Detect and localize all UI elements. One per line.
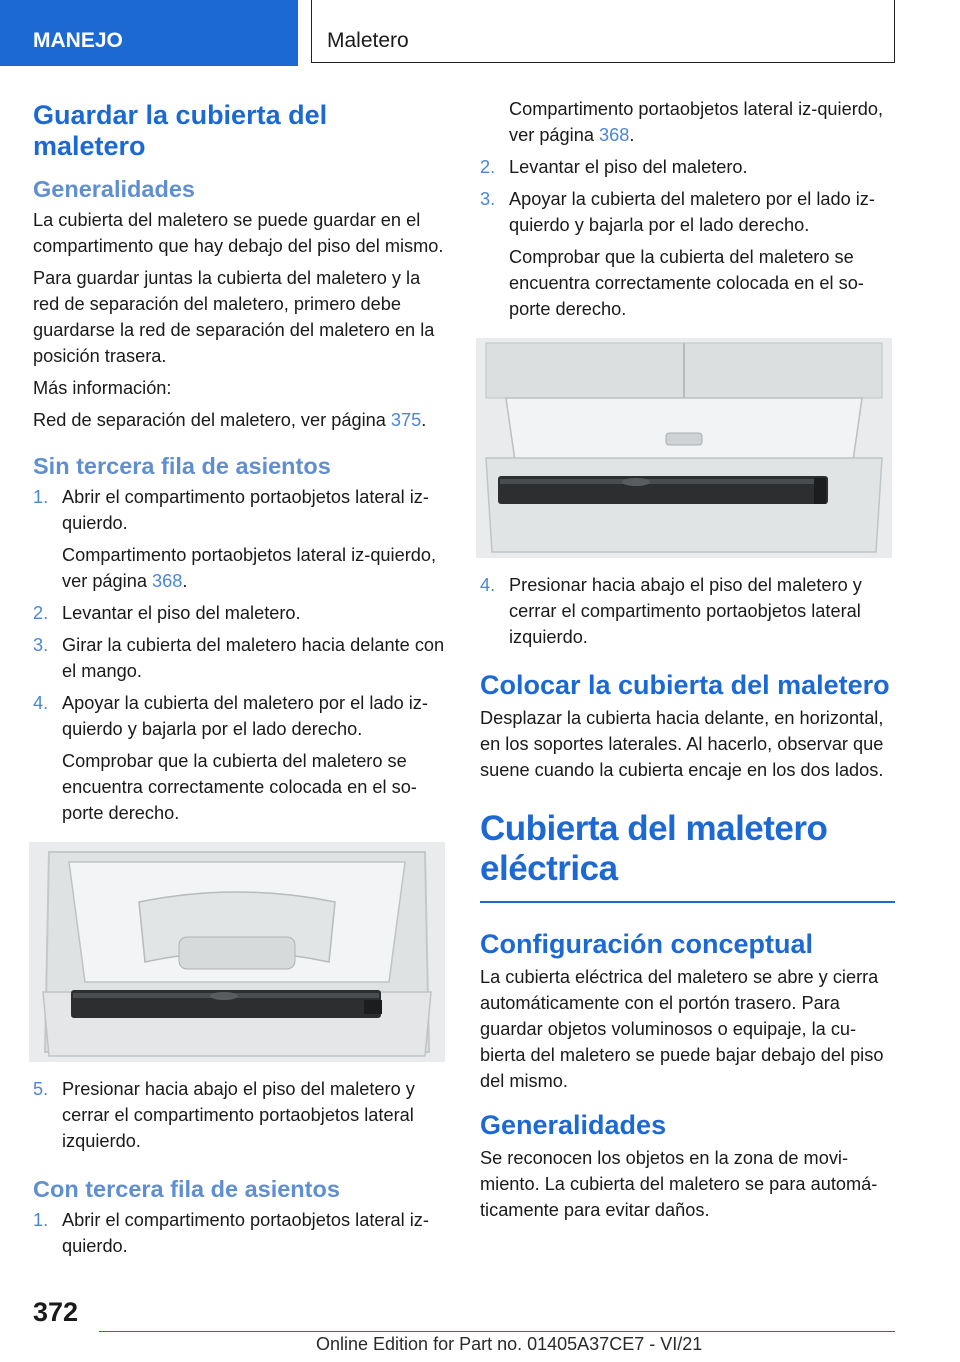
paragraph: Se reconocen los objetos en la zona de movi-miento. La cubierta del maletero se para automá-ticamente para evitar daños.	[480, 1148, 878, 1220]
paragraph: Desplazar la cubierta hacia delante, en horizontal, en los soportes laterales. Al hacerlo, observar que suene cuando la cubierta encaje en los dos lados.	[480, 708, 884, 780]
page-link[interactable]: 375	[390, 410, 422, 430]
steps-list-continued	[33, 1076, 447, 1154]
step-text: Apoyar la cubierta del maletero por el lado iz-quierdo y bajarla por el lado derecho.	[509, 189, 875, 235]
page-number: 372	[33, 1297, 79, 1327]
reference-end: .	[421, 410, 427, 430]
subheading-configuracion: Configuración conceptual	[480, 929, 814, 959]
page-link[interactable]: 368	[599, 125, 630, 145]
trunk-illustration-1	[29, 842, 445, 1062]
paragraph-reference	[33, 407, 447, 433]
edition-footer: Online Edition for Part no. 01405A37CE7 - VI/21	[316, 1334, 703, 1354]
step-subtext: Comprobar que la cubierta del maletero se encuentra correctamente colocada en el so-porte derecho.	[62, 751, 417, 823]
chapter-title-line-1: Cubierta del maletero	[480, 809, 828, 848]
step-text: Presionar hacia abajo el piso del maletero y cerrar el compartimento portaobjetos lateral izquierdo.	[509, 575, 862, 647]
list-item	[480, 186, 894, 322]
step-number: 1.	[33, 487, 49, 507]
subheading-colocar: Colocar la cubierta del maletero	[480, 670, 890, 700]
subheading-con-tercera-fila: Con tercera fila de asientos	[33, 1176, 340, 1202]
list-item	[33, 1076, 447, 1154]
reference-end: .	[629, 125, 635, 145]
steps-list-right-continued	[480, 572, 894, 650]
reference-text: Compartimento portaobjetos lateral iz-quierdo, ver página	[62, 545, 437, 591]
title-divider	[480, 901, 895, 903]
step-number: 3.	[480, 189, 496, 209]
section-tab: MANEJO	[0, 0, 298, 66]
list-item	[33, 632, 447, 684]
reference-end: .	[182, 571, 188, 591]
step-number: 4.	[33, 693, 49, 713]
right-column	[480, 96, 894, 1229]
step-number: 1.	[33, 1210, 49, 1230]
step-subtext: Comprobar que la cubierta del maletero se encuentra correctamente colocada en el so-porte derecho.	[509, 247, 864, 319]
subheading-sin-tercera-fila: Sin tercera fila de asientos	[33, 453, 331, 479]
section-title: Guardar la cubierta del maletero	[33, 100, 328, 161]
paragraph: La cubierta eléctrica del maletero se abre y cierra automáticamente con el portón trasero. Para guardar objetos voluminosos o equipaje, la cu-bierta del maletero se puede bajar debajo del piso del mismo.	[480, 967, 884, 1091]
list-item	[33, 690, 447, 826]
step-text: Presionar hacia abajo el piso del maletero y cerrar el compartimento portaobjetos lateral izquierdo.	[62, 1079, 415, 1151]
step-number: 2.	[33, 603, 49, 623]
trunk-cover-image	[476, 338, 892, 558]
page-link[interactable]: 368	[152, 571, 183, 591]
list-item	[480, 154, 894, 180]
list-item	[480, 572, 894, 650]
steps-list-right	[480, 154, 894, 322]
list-item	[33, 1207, 447, 1259]
step-number: 5.	[33, 1079, 49, 1099]
step-number: 2.	[480, 157, 496, 177]
paragraph: Más información:	[33, 378, 172, 398]
step-text: Abrir el compartimento portaobjetos lateral iz-quierdo.	[62, 1210, 429, 1256]
page-topic: Maletero	[311, 0, 895, 63]
chapter-title-line-2: eléctrica	[480, 849, 618, 888]
trunk-cover-image	[29, 842, 445, 1062]
step-number: 4.	[480, 575, 496, 595]
steps-list-con	[33, 1207, 447, 1259]
step-text: Apoyar la cubierta del maletero por el lado iz-quierdo y bajarla por el lado derecho.	[62, 693, 428, 739]
step-subtext	[62, 542, 447, 594]
reference-text: Compartimento portaobjetos lateral iz-quierdo, ver página	[509, 99, 884, 145]
trunk-illustration-2	[476, 338, 892, 558]
step-number: 3.	[33, 635, 49, 655]
step-text: Abrir el compartimento portaobjetos lateral iz-quierdo.	[62, 487, 429, 533]
paragraph: La cubierta del maletero se puede guardar en el compartimento que hay debajo del piso del mismo.	[33, 210, 444, 256]
footer-divider	[99, 1331, 895, 1332]
step-text: Girar la cubierta del maletero hacia delante con el mango.	[62, 635, 445, 681]
step-text: Levantar el piso del maletero.	[509, 157, 748, 177]
paragraph: Para guardar juntas la cubierta del maletero y la red de separación del maletero, primero debe guardarse la red de separación del maletero en la posición trasera.	[33, 268, 435, 366]
left-column	[33, 100, 447, 1265]
subheading-generalidades: Generalidades	[33, 176, 195, 202]
subheading-generalidades-2: Generalidades	[480, 1110, 667, 1140]
list-item	[33, 484, 447, 594]
list-item	[33, 600, 447, 626]
reference-text: Red de separación del maletero, ver página	[33, 410, 391, 430]
page-header	[0, 0, 960, 66]
step-subtext	[480, 96, 894, 148]
step-text: Levantar el piso del maletero.	[62, 603, 301, 623]
steps-list	[33, 484, 447, 826]
